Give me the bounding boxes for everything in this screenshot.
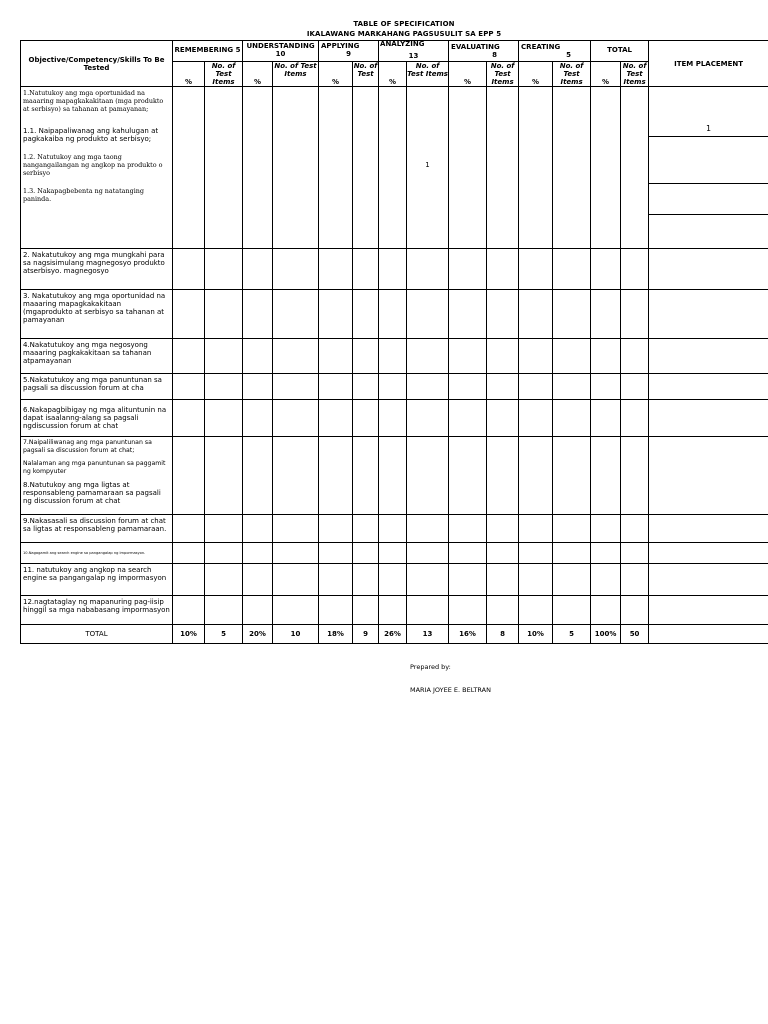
header-remembering-pct: % bbox=[173, 62, 205, 87]
table-row bbox=[21, 290, 768, 339]
table-row bbox=[21, 437, 768, 515]
objective-12-text: 12.nagtataglay ng mapanuring pag-iisip hinggil sa mga nababasang impormasyon bbox=[23, 598, 170, 614]
header-creating-pct: % bbox=[519, 62, 553, 87]
header-understanding-points: 10 bbox=[275, 50, 286, 58]
data-cell bbox=[487, 87, 519, 249]
table-row bbox=[21, 543, 768, 564]
data-cell bbox=[449, 87, 487, 249]
document-subtitle: IKALAWANG MARKAHANG PAGSUSULIT SA EPP 5 bbox=[306, 30, 502, 38]
header-total-pct: % bbox=[591, 62, 621, 87]
header-objective: Objective/Competency/Skills To Be Tested bbox=[21, 41, 173, 87]
header-analyzing bbox=[379, 41, 449, 62]
total-understanding-pct: 20% bbox=[243, 625, 273, 644]
objective-cell bbox=[21, 374, 173, 400]
header-understanding-no-items: No. of Test Items bbox=[273, 62, 319, 87]
data-cell bbox=[621, 87, 649, 249]
objective-6-text: 6.Nakapagbibigay ng mga alituntunin na dapat isaalanng-alang sa pagsali ngdiscussion forum at chat bbox=[23, 406, 167, 430]
total-understanding-items: 10 bbox=[273, 625, 319, 644]
objective-1-3-text: 1.3. Nakapagbebenta ng natatanging paninda. bbox=[23, 187, 144, 203]
header-evaluating-no-items: No. of Test Items bbox=[487, 62, 519, 87]
objective-4-text: 4.Nakatutukoy ang mga negosyong maaaring pagkakakitaan sa tahanan atpamayanan bbox=[23, 341, 152, 365]
total-analyzing-items: 13 bbox=[407, 625, 449, 644]
header-applying-points: 9 bbox=[346, 50, 351, 58]
objective-8-text: 8.Natutukoy ang mga ligtas at responsableng pamamaraan sa pagsali ng discussion forum at chat bbox=[23, 481, 161, 505]
total-analyzing-pct: 26% bbox=[379, 625, 407, 644]
objective-cell bbox=[21, 515, 173, 543]
total-overall-items: 50 bbox=[621, 625, 649, 644]
data-cell bbox=[553, 87, 591, 249]
objective-1-2-text: 1.2. Natutukoy ang mga taong nangangailangan ng angkop na produkto o serbisyo bbox=[23, 153, 163, 177]
data-cell bbox=[173, 87, 205, 249]
data-cell bbox=[519, 87, 553, 249]
header-applying-no-items: No. of Test bbox=[353, 62, 379, 87]
objective-10-text: 10.Nagagamit ang search engine sa pangangalap ng impormasyon. bbox=[23, 551, 146, 555]
table-row bbox=[21, 339, 768, 374]
header-analyzing-points: 13 bbox=[408, 52, 419, 60]
header-total-no-items: No. of Test Items bbox=[621, 62, 649, 87]
header-remembering bbox=[173, 41, 243, 62]
header-applying bbox=[319, 41, 379, 62]
header-analyzing-no-items: No. of Test Items bbox=[407, 62, 449, 87]
header-understanding-name: UNDERSTANDING bbox=[246, 42, 315, 50]
objective-9-text: 9.Nakasasali sa discussion forum at chat sa ligtas at responsableng pamamaraan. bbox=[23, 517, 167, 533]
document-title: TABLE OF SPECIFICATION bbox=[353, 20, 455, 28]
item-placement-value: 1 bbox=[706, 124, 712, 133]
objective-cell bbox=[21, 437, 173, 515]
header-evaluating-name: EVALUATING bbox=[451, 43, 500, 51]
header-analyzing-pct: % bbox=[379, 62, 407, 87]
table-row bbox=[21, 596, 768, 625]
header-evaluating-pct: % bbox=[449, 62, 487, 87]
objective-cell bbox=[21, 564, 173, 596]
objective-cell bbox=[21, 543, 173, 564]
header-remembering-name: REMEMBERING 5 bbox=[174, 46, 241, 54]
data-cell bbox=[591, 87, 621, 249]
header-total bbox=[591, 41, 649, 62]
objective-2-text: 2. Nakatutukoy ang mga mungkahi para sa nagsisimulang magnegosyo produkto atserbisyo. magnegosyo bbox=[23, 251, 165, 275]
objective-cell bbox=[21, 596, 173, 625]
header-analyzing-name: ANALYZING bbox=[380, 40, 425, 48]
header-item-placement: ITEM PLACEMENT bbox=[649, 41, 768, 87]
objective-cell bbox=[21, 249, 173, 290]
header-total-name: TOTAL bbox=[607, 46, 632, 54]
header-evaluating bbox=[449, 41, 519, 62]
total-applying-items: 9 bbox=[353, 625, 379, 644]
objective-5-text: 5.Nakatutukoy ang mga panuntunan sa pagsali sa discussion forum at cha bbox=[23, 376, 162, 392]
total-creating-items: 5 bbox=[553, 625, 591, 644]
preparer-name: MARIA JOYEE E. BELTRAN bbox=[410, 686, 491, 694]
data-cell bbox=[243, 87, 273, 249]
objective-cell bbox=[21, 339, 173, 374]
table-row bbox=[21, 87, 768, 249]
prepared-by-label: Prepared by: bbox=[410, 663, 451, 671]
total-evaluating-items: 8 bbox=[487, 625, 519, 644]
objective-cell bbox=[21, 290, 173, 339]
header-creating-points: 5 bbox=[566, 51, 571, 59]
header-applying-name: APPLYING bbox=[321, 42, 360, 50]
objective-1-1-text: 1.1. Naipapaliwanag ang kahulugan at pagkakaiba ng produkto at serbisyo; bbox=[23, 127, 159, 143]
data-cell bbox=[205, 87, 243, 249]
data-cell bbox=[353, 87, 379, 249]
total-remembering-pct: 10% bbox=[173, 625, 205, 644]
total-row bbox=[21, 625, 768, 644]
total-evaluating-pct: 16% bbox=[449, 625, 487, 644]
header-applying-pct: % bbox=[319, 62, 353, 87]
total-placement-cell bbox=[649, 625, 768, 644]
table-row bbox=[21, 400, 768, 437]
table-row bbox=[21, 374, 768, 400]
analyzing-no-items-value: 1 bbox=[425, 161, 430, 169]
total-remembering-items: 5 bbox=[205, 625, 243, 644]
objective-cell bbox=[21, 400, 173, 437]
header-remembering-no-items: No. of Test Items bbox=[205, 62, 243, 87]
objective-11-text: 11. natutukoy ang angkop na search engine sa pangangalap ng impormasyon bbox=[23, 566, 167, 582]
data-cell bbox=[273, 87, 319, 249]
header-creating-name: CREATING bbox=[521, 43, 561, 51]
header-creating bbox=[519, 41, 591, 62]
header-row-levels bbox=[21, 41, 768, 62]
total-creating-pct: 10% bbox=[519, 625, 553, 644]
data-cell bbox=[379, 87, 407, 249]
data-cell bbox=[319, 87, 353, 249]
analyzing-no-items-cell bbox=[407, 87, 449, 249]
total-overall-pct: 100% bbox=[591, 625, 621, 644]
objective-cell bbox=[21, 87, 173, 249]
objective-1-text: 1.Natutukoy ang mga oportunidad na maaaring mapagkakakitaan (mga produkto at serbisyo) sa tahanan at pamayanan; bbox=[23, 89, 164, 113]
header-evaluating-points: 8 bbox=[492, 51, 497, 59]
table-row bbox=[21, 249, 768, 290]
total-applying-pct: 18% bbox=[319, 625, 353, 644]
header-understanding-pct: % bbox=[243, 62, 273, 87]
objective-7-text: 7.Naipaliliwanag ang mga panuntunan sa pagsali sa discussion forum at chat; bbox=[23, 439, 152, 454]
header-creating-no-items: No. of Test Items bbox=[553, 62, 591, 87]
table-row bbox=[21, 564, 768, 596]
table-row bbox=[21, 515, 768, 543]
objective-7b-text: Nalalaman ang mga panuntunan sa paggamit ng kompyuter bbox=[23, 460, 166, 475]
specification-table bbox=[20, 40, 768, 644]
item-placement-cell bbox=[649, 87, 768, 249]
header-understanding bbox=[243, 41, 319, 62]
total-label: TOTAL bbox=[21, 625, 173, 644]
objective-3-text: 3. Nakatutukoy ang mga oportunidad na maaaring mapagkakakitaan (mgaprodukto at serbisyo sa tahanan at pamayanan bbox=[23, 292, 166, 324]
